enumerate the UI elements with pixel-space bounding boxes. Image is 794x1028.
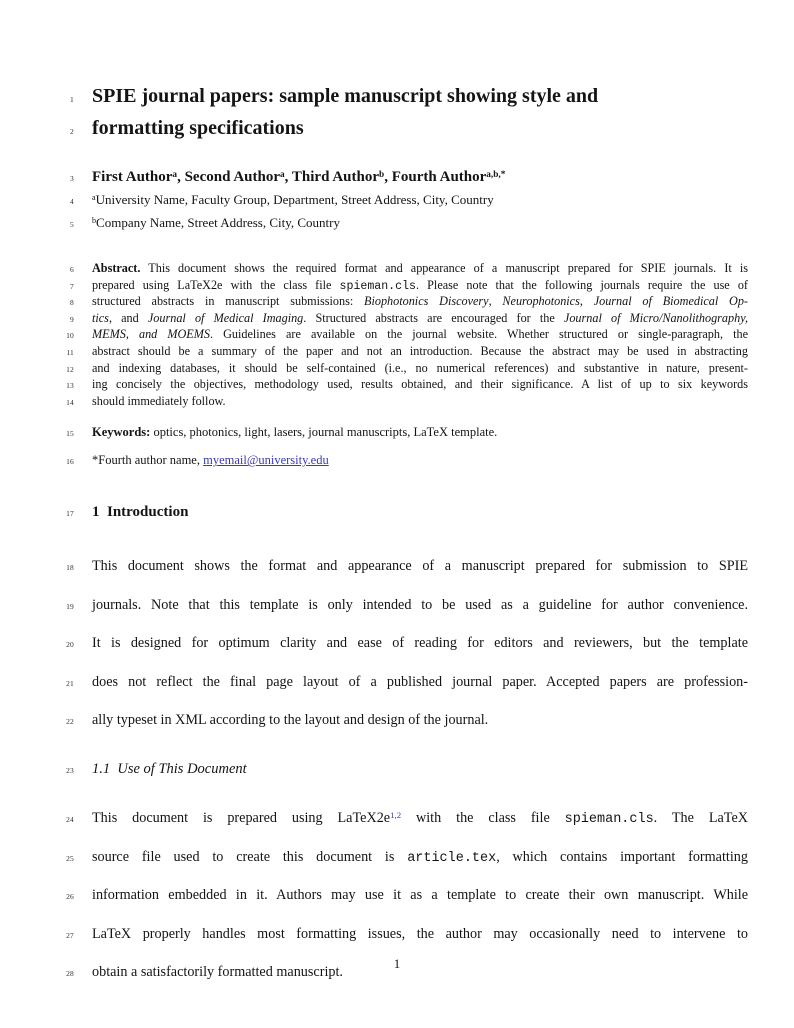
text-run: a [280,169,285,180]
text-run: 1 Introduction [92,504,189,521]
line-number: 9 [70,314,74,324]
text-run: ing concisely the objectives, methodology used, results obtained, and their significance. A list of up to six keywords [92,377,748,392]
text-run: , and [108,310,148,325]
line-number: 17 [66,509,74,519]
line-text [92,424,748,441]
text-run: , [488,294,503,309]
manuscript-line [46,916,748,954]
manuscript-line [46,278,748,295]
text-run: information embedded in it. Authors may use it as a template to create their own manuscript. While [92,887,748,904]
line-number: 27 [66,930,74,940]
line-number: 28 [66,969,74,978]
text-run: LaTeX properly handles most formatting issues, the author may occasionally need to intervene to [92,925,748,942]
line-number: 16 [66,457,74,467]
line-text [92,502,748,522]
line-number: 21 [66,678,74,688]
manuscript-line [46,758,748,782]
page-number: 1 [393,956,401,971]
manuscript-line [46,361,748,378]
line-number: 13 [66,381,74,391]
manuscript-line [46,261,748,278]
manuscript-line [46,327,748,344]
text-run: should immediately follow. [92,393,226,408]
text-run: a,b,* [486,169,506,180]
text-run: Journal of Micro/Nanolithography, [563,310,748,325]
manuscript-line [46,311,748,328]
text-run: *Fourth author name, [92,453,204,468]
line-text [92,587,748,624]
line-text [92,394,748,410]
manuscript-line [46,167,748,189]
manuscript-line [46,452,748,470]
text-run: Second Author [184,169,281,185]
text-run: . The LaTeX [653,810,749,827]
line-number: 1 [70,95,74,104]
text-run: b [379,169,385,180]
text-run: , which contains important formatting [496,848,748,865]
text-run: Journal of Medical Imaging [147,310,304,325]
line-number: 23 [66,766,74,776]
text-run: It is designed for optimum clarity and ease of reading for editors and reviewers, but the template [92,635,748,652]
text-run: This document shows the format and appearance of a manuscript prepared for submission to SPIE [92,558,748,575]
line-text [92,311,748,327]
line-number: 6 [70,265,74,274]
line-number: 7 [70,281,74,291]
manuscript-line [46,702,748,740]
line-text [92,278,748,295]
text-run: , [384,169,392,185]
line-text [92,625,748,662]
line-text [92,261,748,277]
text-run: b [92,216,97,226]
manuscript-line [46,664,748,702]
line-text [92,167,748,188]
text-run: Third Author [291,169,380,185]
paper-title [46,82,748,146]
subsection-heading-use-of-this-document [46,758,748,782]
manuscript-line [46,625,748,663]
author-footnote [46,452,748,470]
line-number: 18 [66,563,74,573]
text-run: Fourth Author [391,169,487,185]
manuscript-line [46,212,748,235]
text-run: source file used to create this document is [92,848,408,865]
manuscript-line [46,839,748,877]
text-run: 1.1 Use of This Document [92,761,247,778]
line-number: 11 [66,347,74,357]
text-run: does not reflect the final page layout of a published journal paper. Accepted papers are profession- [92,673,748,690]
text-run: Abstract. [92,261,141,275]
line-number: 22 [66,716,74,726]
text-run: and indexing databases, it should be self-contained (i.e., no numerical references) and substantive in nature, present- [92,360,748,375]
line-number: 4 [70,197,74,206]
line-text [92,548,748,585]
text-run: , [177,169,185,185]
text-run: University Name, Faculty Group, Department, Street Address, City, Country [95,192,494,207]
text-run: Keywords: [92,425,151,440]
text-run: This document is prepared using LaTeX2e [92,810,391,827]
line-text [92,294,748,310]
text-run: a [172,169,178,180]
text-run: First Author [92,169,173,185]
text-run: Neurophotonics [502,294,580,309]
manuscript-line [46,877,748,915]
line-text [92,327,748,343]
line-text [92,664,748,701]
manuscript-line [46,82,748,114]
text-run: ally typeset in XML according to the layout and design of the journal. [92,711,489,728]
manuscript-line [46,189,748,212]
text-run: tics [92,310,109,325]
manuscript-line [46,502,748,524]
line-number: 24 [66,815,74,825]
manuscript-line [46,800,748,838]
manuscript-line [46,394,748,411]
line-number: 26 [66,892,74,902]
keywords-line [46,424,748,442]
text-run: structured abstracts in manuscript submissions: [92,294,365,309]
text-run: a [92,193,96,203]
text-run: MEMS, and MOEMS [92,327,210,342]
line-text [92,189,748,210]
line-text [92,361,748,377]
text-run: Biophotonics Discovery [364,294,489,309]
line-text [92,212,748,233]
line-text [92,344,748,360]
text-run: article.tex [407,850,497,866]
line-number: 3 [70,174,74,183]
abstract-block [46,261,748,410]
line-number: 14 [66,397,74,407]
line-text [92,452,748,469]
text-run: spieman.cls [564,812,654,828]
text-run: Company Name, Street Address, City, Country [96,215,340,230]
text-run: . Structured abstracts are encouraged for the [303,310,564,325]
line-number: 2 [70,127,74,136]
text-run: spieman.cls [339,279,416,293]
text-run: prepared using LaTeX2e with the class file [92,277,340,292]
text-run: obtain a satisfactorily formatted manuscript. [92,964,343,980]
text-run: formatting specifications [92,117,304,139]
citation-link[interactable]: 1,2 [390,810,402,821]
author-block [46,167,748,235]
text-run: . Guidelines are available on the journal website. Whether structured or single-paragraph, the [209,327,748,342]
line-text [92,82,748,111]
text-run: This document shows the required format and appearance of a manuscript prepared for SPIE journals. It is [140,261,748,275]
line-text [92,800,748,838]
text-run: . Please note that the following journals require the use of [415,277,748,292]
text-run: Journal of Biomedical Op- [593,294,748,309]
introduction-paragraph [46,548,748,740]
manuscript-line [46,587,748,625]
line-text [92,702,748,739]
line-text [92,839,748,877]
text-run: optics, photonics, light, lasers, journal manuscripts, LaTeX template. [150,425,498,440]
line-text [92,916,748,953]
text-run: abstract should be a summary of the paper and not an introduction. Because the abstract may be used in abstracting [92,343,748,358]
manuscript-line [46,294,748,311]
text-run: , [579,294,594,309]
line-number: 5 [70,220,74,229]
line-number: 10 [66,331,74,341]
line-number: 20 [66,640,74,650]
line-number: 8 [70,298,74,308]
manuscript-line [46,114,748,146]
text-run: , [284,169,292,185]
line-number: 15 [66,429,74,439]
section-heading-introduction [46,502,748,524]
email-link[interactable]: myemail@university.edu [203,453,329,468]
line-number: 25 [66,853,74,863]
text-run: journals. Note that this template is only intended to be used as a guideline for author convenience. [92,596,748,613]
manuscript-line [46,424,748,442]
line-text [92,877,748,914]
line-text [92,114,748,143]
text-run: with the class file [401,810,565,827]
line-number: 12 [66,364,74,374]
line-text [92,377,748,393]
manuscript-line [46,344,748,361]
line-number: 19 [66,601,74,611]
manuscript-line [46,548,748,586]
manuscript-line [46,377,748,394]
line-text [92,758,748,780]
text-run: SPIE journal papers: sample manuscript showing style and [92,85,599,107]
